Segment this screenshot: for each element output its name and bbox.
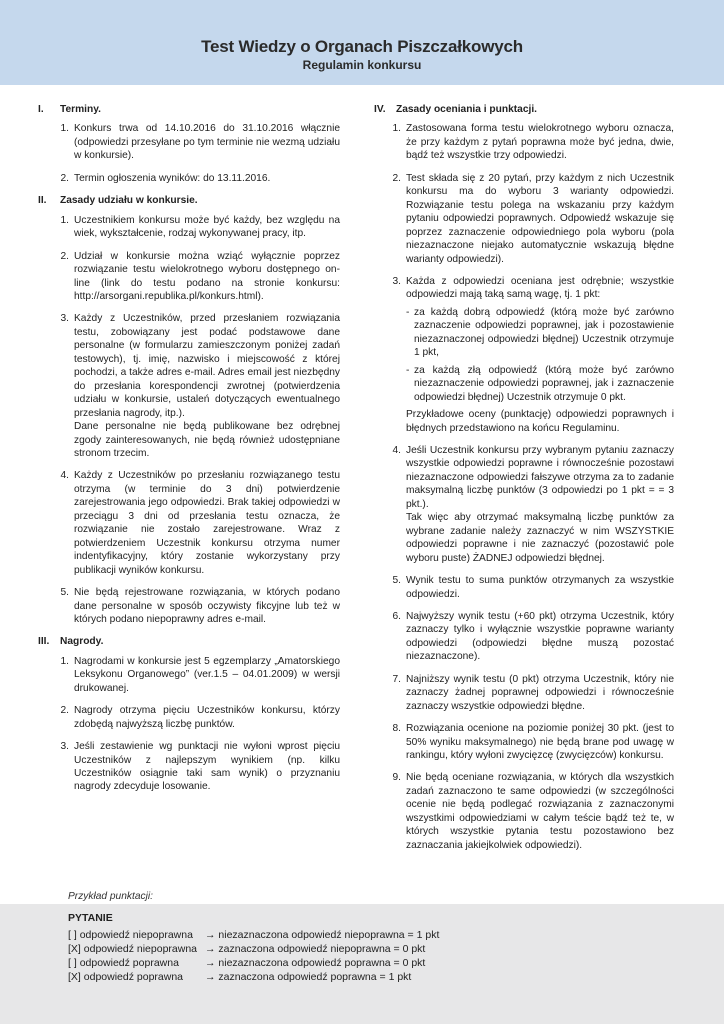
example-question-title: PYTANIE (68, 912, 113, 924)
list-item: 3. Każdy z Uczestników, przed przesłaniem rozwiązania testu, zobowiązany jest podać podstawowe dane personalne (w formularzu zamieszczonym poniżej zadań testowych), tj. imię, nazwisko i miejscowość z której pochodzi, a także adres e-mail. Adres email jest niezbędny do przesłania korespondencji zwrotnej (potwierdzenia udziału w konkursie, ustaleń dotyczących ewentualnego przesłania nagrody, itp.). Dane personalne nie będą publikowane bez odrębnej zgody zainteresowanych, nie będą również udostępniane stronom trzecim. (60, 313, 340, 459)
list-item: 4. Jeśli Uczestnik konkursu przy wybranym pytaniu zaznaczy wszystkie odpowiedzi poprawne i równocześnie pozostawi niezaznaczone odpowiedzi fałszywe otrzyma za to zadanie maksymalną liczbę punktów (3 odpowiedzi po 1 pkt = = 3 pkt.). Tak więc aby otrzymać maksymalną liczbę punktów za wybrane zadanie należy zaznaczyć w nim WSZYSTKIE odpowiedzi poprawne i nie zaznaczyć (pozostawić pole wyboru puste) ŻADNEJ odpowiedzi błędnej. (392, 444, 674, 564)
list-item: 2. Udział w konkursie można wziąć wyłącznie poprzez rozwiązanie testu wielokrotnego wyboru dostępnego on-line (link do testu podano na stronie konkursu: http://arsorgani.republika.pl/konkurs.html). (60, 250, 340, 302)
example-row: [X] odpowiedź niepoprawna → zaznaczona odpowiedź niepoprawna = 0 pkt (68, 943, 426, 955)
list-item: 1. Konkurs trwa od 14.10.2016 do 31.10.2016 włącznie (odpowiedzi przesyłane po tym terminie nie wezmą udziału w konkursie). (60, 123, 340, 162)
list-item: 5. Nie będą rejestrowane rozwiązania, w których podano dane personalne w sposób oczywisty fikcyjne lub też w których podano niepoprawny adres e-mail. (60, 587, 340, 625)
example-row: [X] odpowiedź poprawna → zaznaczona odpowiedź poprawna = 1 pkt (68, 971, 412, 983)
page-header (0, 0, 724, 85)
page-title: Test Wiedzy o Organach Piszczałkowych (201, 37, 523, 56)
right-column (374, 103, 674, 861)
list-item: 1. Nagrodami w konkursie jest 5 egzemplarzy „Amatorskiego Leksykonu Organowego” (ver.1.5 – 04.01.2009) w wersji drukowanej. (60, 655, 340, 694)
list-item: 1. Uczestnikiem konkursu może być każdy, bez względu na wiek, wykształcenie, rodzaj wykonywanej pracy, itp. (60, 214, 340, 240)
section-heading: I. Terminy. (38, 104, 101, 115)
example-row: [ ] odpowiedź poprawna → niezaznaczona odpowiedź poprawna = 0 pkt (68, 957, 426, 969)
section-heading: II. Zasady udziału w konkursie. (38, 195, 198, 207)
list-item: 1. Zastosowana forma testu wielokrotnego wyboru oznacza, że przy każdym z pytań poprawna może być jedna, dwie, bądź też wszystkie trzy odpowiedzi. (392, 123, 674, 162)
list-item: 5. Wynik testu to suma punktów otrzymanych za wszystkie odpowiedzi. (392, 575, 674, 600)
list-item: 8. Rozwiązania ocenione na poziomie poniżej 30 pkt. (jest to 50% wyniku maksymalnego) nie będą brane pod uwagę w rankingu, który wyłoni zwycięzcę (zwycięzców) konkursu. (392, 723, 674, 762)
sub-item: - za każdą złą odpowiedź (którą może być zarówno niezaznaczenie odpowiedzi poprawnej, jak i zaznaczenie odpowiedzi błędnej) Uczestnik otrzymuje 0 pkt. (406, 364, 674, 403)
list-item: 4. Każdy z Uczestników po przesłaniu rozwiązanego testu otrzyma (w terminie do 3 dni) potwierdzenie zarejestrowania jego odpowiedzi. Brak takiej odpowiedzi w przeciągu 3 dni od przesłania testu oznacza, że rozwiązanie nie zostało zarejestrowane. Wraz z potwierdzeniem Uczestnik konkursu otrzyma numer indentyfikacyjny, który zostanie wykorzystany przy publikacji wyników konkursu. (60, 470, 340, 576)
list-item: 7. Najniższy wynik testu (0 pkt) otrzyma Uczestnik, który nie zaznaczy żadnej poprawnej odpowiedzi i równocześnie zaznaczy wszystkie odpowiedzi błędne. (392, 673, 674, 712)
section-heading: III. Nagrody. (38, 636, 104, 648)
scoring-example-panel (0, 904, 724, 1024)
list-item: 2. Nagrody otrzyma pięciu Uczestników konkursu, którzy zdobędą najwyższą liczbę punktów. (60, 705, 340, 730)
list-item: 2. Termin ogłoszenia wyników: do 13.11.2016. (60, 172, 271, 184)
list-item: 6. Najwyższy wynik testu (+60 pkt) otrzyma Uczestnik, który zaznaczy tylko i wyłącznie wszystkie poprawne warianty odpowiedzi (odpowiedzi błędne muszą pozostać niezaznaczone). (392, 610, 674, 663)
left-column (38, 103, 340, 803)
sub-item: - za każdą dobrą odpowiedź (którą może być zarówno zaznaczenie odpowiedzi poprawnej, jak i pozostawienie niezaznaczonej odpowiedzi błędnej) Uczestnik otrzymuje 1 pkt, (406, 306, 674, 359)
example-label: Przykład punktacji: (68, 891, 153, 902)
list-item: 9. Nie będą oceniane rozwiązania, w których dla wszystkich zadań zaznaczono te same odpowiedzi (w szczególności ocenie nie będą podlegać rozwiązania z zaznaczonymi wszystkimi odpowiedziami w całym teście bądź też te, w których wszystkie pytania testu pozostawiono bez zaznaczania jakiejkolwiek odpowiedzi). (392, 772, 674, 851)
list-item: 3. Jeśli zestawienie wg punktacji nie wyłoni wprost pięciu Uczestników z najlepszym wynikiem (np. kilku Uczestników osiągnie taki sam wynik) o przyznaniu nagrody zdecyduje losowanie. (60, 741, 340, 793)
list-item: 3. Każda z odpowiedzi oceniana jest odrębnie; wszystkie odpowiedzi mają taką samą wagę, tj. 1 pkt: - za każdą dobrą odpowiedź (którą może być zarówno zaznaczenie odpowiedzi poprawnej, jak i pozostawienie niezaznaczonej odpowiedzi błędnej) Uczestnik otrzymuje 1 pkt, - za każdą złą odpowiedź (którą może być zarówno niezaznaczenie odpowiedzi poprawnej, jak i zaznaczenie odpowiedzi błędnej) Uczestnik otrzymuje 0 pkt. Przykładowe oceny (punktację) odpowiedzi poprawnych i błędnych przedstawiono na końcu Regulaminu. (392, 275, 674, 434)
list-item: 2. Test składa się z 20 pytań, przy każdym z nich Uczestnik konkursu ma do wyboru 3 warianty odpowiedzi. Rozwiązanie testu polega na wskazaniu przy każdym pytaniu odpowiedzi poprawnych. Odpowiedź wskazuje się poprzez zaznaczenie odpowiedniego pola wyboru (pola niezaznaczone niejako automatycznie wskazują błędne warianty odpowiedzi). (392, 172, 674, 265)
page-subtitle: Regulamin konkursu (302, 58, 422, 72)
example-row: [ ] odpowiedź niepoprawna → niezaznaczona odpowiedź niepoprawna = 1 pkt (68, 929, 440, 941)
section-heading: IV. Zasady oceniania i punktacji. (374, 104, 537, 115)
